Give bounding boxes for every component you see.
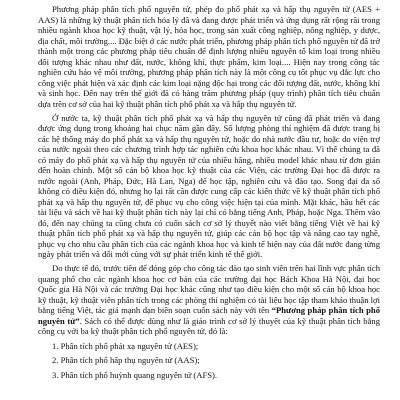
paragraph-intro: Phương pháp phân tích phổ nguyên tử, phép đo phổ phát xạ và hấp thụ nguyên tử (AES + AAS) là những kỹ thuật phân tích hóa lý đã và đang được phát triển và ứng dụng rất rộng rãi trong nhiều ngành khoa học kỹ thuật, vật lý, hóa học, trong sản xuất công nghiệp, nông nghiệp, y dược, địa chất, môi trường.... Đặc biệt ở các nước phát triển, phương pháp phân tích phổ nguyên tử đã trở thành một trong các phương pháp tiêu chuẩn để định lượng nhiều nguyên tố kim loại trong nhiều đối tượng khác nhau như đất, nước, không khí, thực phẩm, kim loại.... Hiện nay trong công tác nghiên cứu hảo vệ môi trường, phương pháp phân tích này là một công cụ tốt phục vụ đắc lực cho công việc phát hiện và xác định các kim loại nặng độc hại trong các đối tượng đất, nước, không khí và sinh học. Đến nay trên thế giới đã có hàng trăm phương pháp (quy trình) phân tích tiêu chuẩn dựa trên cơ sở của hai kỹ thuật phân tích phổ phát xạ và hấp thụ nguyên tử. (38, 4, 380, 109)
text-body (38, 4, 380, 384)
paragraph-purpose-end: . Sách có thể được dùng như là giáo trình cơ sở lý thuyết của kỹ thuật phân tích bằng công cụ với ba kỹ thuật phân tích phổ nguyên tử, đó là: (38, 315, 380, 336)
list-item: 3. Phân tích phổ huỳnh quang nguyên tử (AFS). (52, 369, 218, 380)
paragraph-vietnam: Ở nước ta, kỹ thuật phân tích phổ phát xạ và hấp thụ nguyên tử cũng đã phát triển và đang được ứng dụng trong khoảng hai chục năm gần đây. Số lượng phòng thí nghiệm đã được trang bị các hệ thống máy đo phổ phát xạ và hấp thụ nguyên tử, hoặc do nhà nước đầu tư, hoặc do viện trợ của nước ngoài theo các chương trình hợp tác nghiên cứu khoa học khác nhau. Vì thế chúng ta đã có máy đo phổ phát xạ và hấp thụ nguyên tử của nhiều hãng, nhiều model khác nhau từ đơn giản đến hoàn chỉnh. Một số cán bộ khoa học kỹ thuật của các Viện, các trường Đại học đã được ra nước ngoài (Anh, Pháp, Đức, Hà Lan, Nga) để học tập, nghiên cứu và đào tạo. Song đại đa số không có điều kiện đó, nhưng họ lại rất cần được cung cấp các kiến thức về kỹ thuật phân tích phổ phát xạ và hấp thụ nguyên tử, để phục vụ cho công việc hiện tại của mình. Mặt khác, hầu hết các tài liệu và sách về hai kỹ thuật phân tích này lại chỉ có bằng tiếng Anh, Pháp, hoặc Nga. Thêm vào đó, đến nay chúng ta cũng chưa có cuốn sách cơ sở lý thuyết nào viết bằng tiếng Việt về hai kỹ thuật phân tích phổ phát xạ và hấp thụ nguyên tử, giúp các cán bộ học tập và nâng cao tay nghề, phục vụ cho nhu cầu phân tích của các ngành khoa học và kinh tế hiện nay của đất nước đang từng ngày phát triển và đổi mới cùng với sự phát triển kinh tế thế giới. (38, 112, 380, 259)
paragraph-purpose-start: Do thực tế đó, trước tiên để đóng góp cho công tác đào tạo sinh viên trên hai lĩnh vực phân tích quang phổ cho các ngành khoa học cơ bản của các trường đại học Bách Khoa Hà Nội, đại học Quốc gia Hà Nội và các trường Đại học khác cũng như tạo điều kiện cho một số cán bộ khoa học kỹ thuật, kỹ thuật viên phân tích trong các phòng thí nghiệm có tài liệu học tập tham khảo thuận lợi bằng tiếng Việt, tác giả mạnh dạn biên soạn cuốn sách này với tên (38, 263, 380, 315)
book-title: “Phương pháp phân tích phổ nguyên tử” (38, 305, 380, 326)
list-item: 2. Phân tích phổ hấp thụ nguyên tử (AAS); (52, 355, 200, 365)
paragraph-purpose (38, 263, 380, 337)
technique-list (38, 341, 380, 381)
list-item: 1. Phân tích phổ phát xạ nguyên tử (AES); (52, 340, 199, 351)
